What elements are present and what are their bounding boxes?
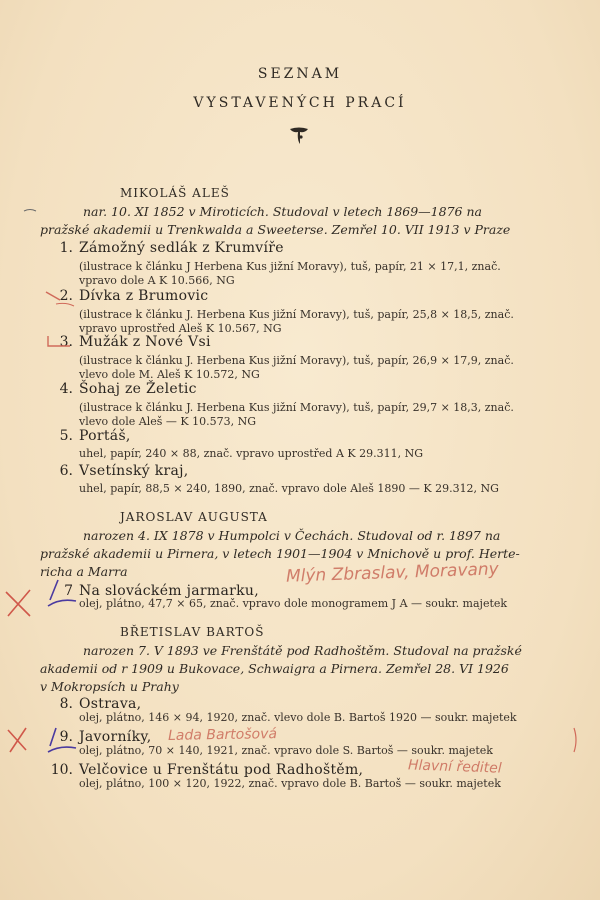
cross-mark-icon [8, 728, 26, 752]
handwritten-note: Hlavní ředitel [407, 757, 502, 777]
handwritten-note: Lada Bartošová [167, 726, 278, 744]
page-subtitle: VYSTAVENÝCH PRACÍ [193, 95, 407, 111]
page-title: SEZNAM [257, 66, 343, 82]
document-page: SEZNAM VYSTAVENÝCH PRACÍ MIKOLÁŠ ALEŠ nar. 10. XI 1852 v Miroticích. Studoval v letech 1869—1876 na pražské akademii u Trenkwalda a Sweeterse. Zemřel 10. VII 1913 v Praze 1. Zámožný sedlák z Krumvíře (ilustrace k článku J Herbena Kus jižní Moravy), tuš, papír, 21 × 17,1, znač. vpravo dole A K 10.566, NG 2. Dívka z Brumovic (ilustrace k článku J. Herbena Kus jižní Moravy), tuš, papír, 25,8 × 18,5, znač. vpravo uprostřed Aleš K 10.567, NG 3. Mužák z Nové Vsi (ilustrace k článku J. Herbena Kus jižní Moravy), tuš, papír, 26,9 × 17,9, znač. vlevo dole M. Aleš K 10.572, NG 4. Šohaj ze Želetic (ilustrace k článku J. Herbena Kus jižní Moravy), tuš, papír, 29,7 × 18,3, znač. vlevo dole Aleš — K 10.573, NG 5. Portáš, uhel, papír, 240 × 88, znač. vpravo uprostřed A K 29.311, NG 6. Vsetínský kraj, uhel, papír, 88,5 × 240, 1890, znač. vpravo dole Aleš 1890 — K 29.312, NG JAROSLAV AUGUSTA narozen 4. IX 1878 v Humpolci v Čechách. Studoval od r. 1897 na pražské akademii u Pirnera, v letech 1901—1904 v Mnichově u prof. Herte- richa a Marra 7 Na slováckém jarmarku, olej, plátno, 47,7 × 65, znač. vpravo dole monogramem J A — soukr. majetek BŘETISLAV BARTOŠ narozen 7. V 1893 ve Frenštátě pod Radhoštěm. Studoval na pražské akademii od r 1909 u Bukovace, Schwaigra a Pirnera. Zemřel 28. VI 1926 v Mokropsích u Prahy 8. Ostrava, olej, plátno, 146 × 94, 1920, znač. vlevo dole B. Bartoš 1920 — soukr. majetek 9. Javorníky, olej, plátno, 70 × 140, 1921, znač. vpravo dole S. Bartoš — soukr. majetek 10. Velčovice u Frenštátu pod Radhoštěm, olej, plátno, 100 × 120, 1922, znač. vpravo dole B. Bartoš — soukr. majetek Mlýn Zbraslav, Moravany Lada Bartošová Hlavní ředitel [0, 0, 600, 900]
artist-bio: narozen 4. IX 1878 v Humpolci v Čechách. Studoval od r. 1897 na pražské akademii u Pirnera, v letech 1901—1904 v Mnichově u prof. Herte- richa a Marra [40, 528, 520, 579]
artist-name: MIKOLÁŠ ALEŠ [120, 186, 230, 200]
artist-bio: narozen 7. V 1893 ve Frenštátě pod Radhoštěm. Studoval na pražské akademii od r 1909 u Bukovace, Schwaigra a Pirnera. Zemřel 28. VI 1926 v Mokropsích u Prahy [40, 643, 522, 694]
cross-mark-icon [6, 590, 30, 616]
artist-name: BŘETISLAV BARTOŠ [120, 625, 265, 639]
handwritten-note: Mlýn Zbraslav, Moravany [285, 559, 500, 587]
artist-name: JAROSLAV AUGUSTA [120, 510, 268, 524]
artist-bio: nar. 10. XI 1852 v Miroticích. Studoval v letech 1869—1876 na pražské akademii u Trenkwalda a Sweeterse. Zemřel 10. VII 1913 v Praze [40, 204, 511, 237]
